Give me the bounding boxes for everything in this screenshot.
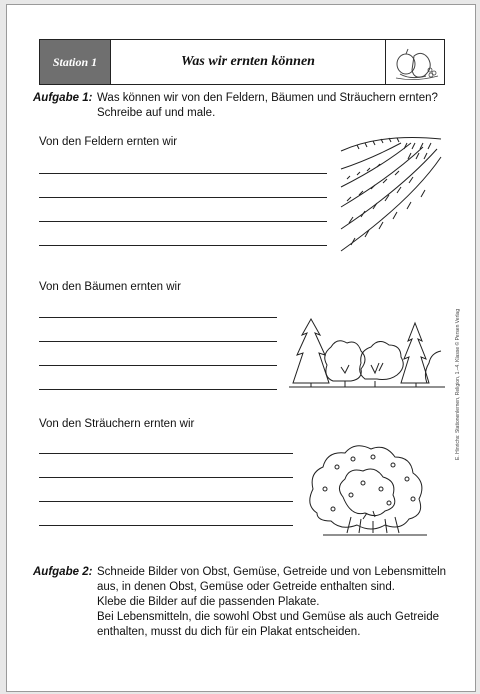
fields-write-line[interactable] bbox=[39, 245, 327, 246]
task-2-label: Aufgabe 2: bbox=[33, 566, 93, 578]
shrubs-write-line[interactable] bbox=[39, 477, 293, 478]
fields-write-line[interactable] bbox=[39, 197, 327, 198]
task-2-line-3: Klebe die Bilder auf die passenden Plakate. bbox=[97, 596, 320, 608]
shrubs-write-line[interactable] bbox=[39, 453, 293, 454]
worksheet-title: Was wir ernten können bbox=[111, 40, 386, 84]
trees-illustration bbox=[289, 317, 445, 394]
trees-write-line[interactable] bbox=[39, 365, 277, 366]
shrubs-write-line[interactable] bbox=[39, 501, 293, 502]
task-1-line-1: Was können wir von den Feldern, Bäumen und Sträuchern ernten? bbox=[97, 92, 438, 104]
task-2-line-5: enthalten, musst du dich für ein Plakat entscheiden. bbox=[97, 626, 361, 638]
fields-write-line[interactable] bbox=[39, 221, 327, 222]
fields-write-line[interactable] bbox=[39, 173, 327, 174]
task-2-line-2: aus, in denen Obst, Gemüse oder Getreide enthalten sind. bbox=[97, 581, 395, 593]
shrubs-write-line[interactable] bbox=[39, 525, 293, 526]
harvest-fruit-icon bbox=[386, 40, 444, 84]
trees-write-line[interactable] bbox=[39, 317, 277, 318]
trees-prompt: Von den Bäumen ernten wir bbox=[39, 281, 181, 293]
shrubs-prompt: Von den Sträuchern ernten wir bbox=[39, 418, 195, 430]
task-1-line-2: Schreibe auf und male. bbox=[97, 107, 216, 119]
task-2-line-4: Bei Lebensmitteln, die sowohl Obst und Gemüse als auch Getreide bbox=[97, 611, 439, 623]
task-2-line-1: Schneide Bilder von Obst, Gemüse, Getreide und von Lebensmitteln bbox=[97, 566, 447, 578]
worksheet-header bbox=[39, 39, 445, 85]
trees-write-line[interactable] bbox=[39, 341, 277, 342]
task-1-label: Aufgabe 1: bbox=[33, 92, 93, 104]
shrub-illustration bbox=[303, 433, 445, 546]
worksheet-page bbox=[6, 4, 476, 692]
station-label: Station 1 bbox=[40, 40, 111, 84]
copyright-note: E. Hinrichs: Stationenlernen, Religion, 1.–4. Klasse © Persen Verlag bbox=[455, 309, 461, 460]
trees-write-line[interactable] bbox=[39, 389, 277, 390]
fields-prompt: Von den Feldern ernten wir bbox=[39, 136, 178, 148]
field-illustration bbox=[337, 129, 445, 266]
